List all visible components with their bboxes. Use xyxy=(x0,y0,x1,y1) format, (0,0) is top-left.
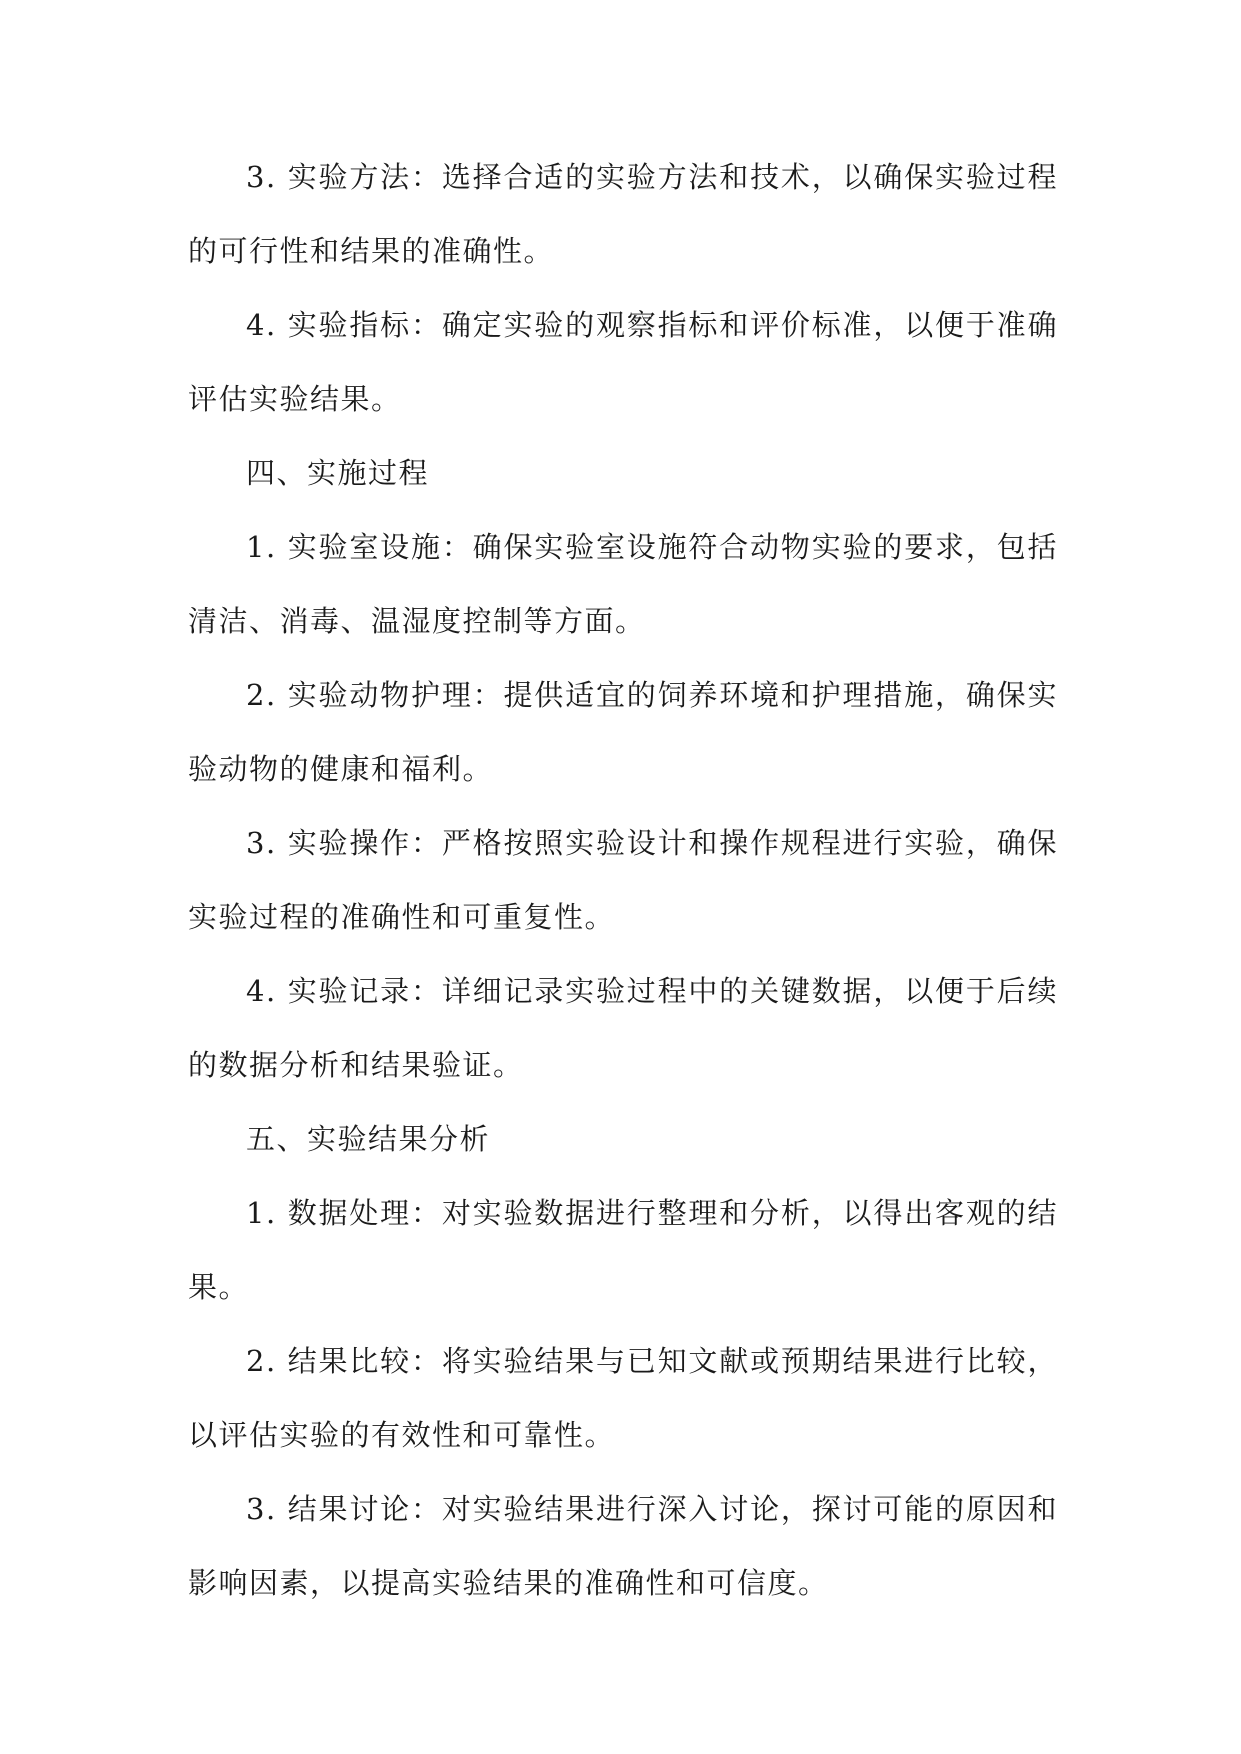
paragraph-indicator: 4. 实验指标：确定实验的观察指标和评价标准，以便于准确评估实验结果。 xyxy=(188,308,1058,416)
paragraph-method: 3. 实验方法：选择合适的实验方法和技术，以确保实验过程的可行性和结果的准确性。 xyxy=(188,160,1058,268)
paragraph-lab-facilities: 1. 实验室设施：确保实验室设施符合动物实验的要求，包括清洁、消毒、温湿度控制等方面。 xyxy=(188,530,1058,638)
paragraph-data-processing: 1. 数据处理：对实验数据进行整理和分析，以得出客观的结果。 xyxy=(188,1196,1058,1304)
document-body xyxy=(188,140,1058,1620)
paragraph-record: 4. 实验记录：详细记录实验过程中的关键数据，以便于后续的数据分析和结果验证。 xyxy=(188,974,1058,1082)
paragraph-discussion: 3. 结果讨论：对实验结果进行深入讨论，探讨可能的原因和影响因素，以提高实验结果的准确性和可信度。 xyxy=(188,1492,1058,1600)
paragraph-operation: 3. 实验操作：严格按照实验设计和操作规程进行实验，确保实验过程的准确性和可重复性。 xyxy=(188,826,1058,934)
section-heading-results: 五、实验结果分析 xyxy=(246,1122,491,1156)
section-heading-implementation: 四、实施过程 xyxy=(246,456,430,490)
paragraph-animal-care: 2. 实验动物护理：提供适宜的饲养环境和护理措施，确保实验动物的健康和福利。 xyxy=(188,678,1058,786)
paragraph-comparison: 2. 结果比较：将实验结果与已知文献或预期结果进行比较，以评估实验的有效性和可靠性。 xyxy=(188,1344,1058,1452)
